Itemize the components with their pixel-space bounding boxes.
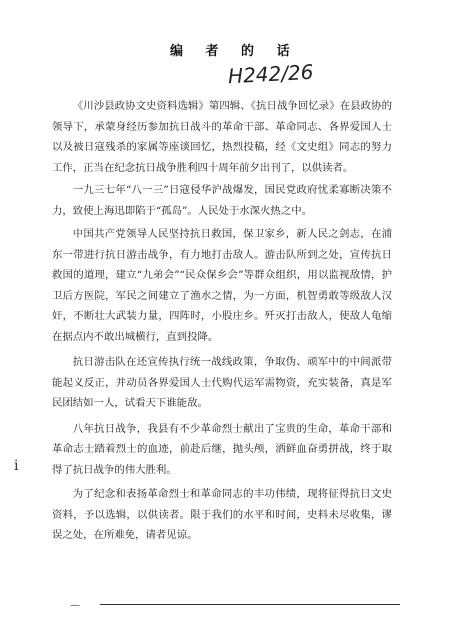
page-title: 编 者 的 话 xyxy=(170,44,299,59)
paragraph-communist-party: 中国共产党领导人民坚持抗日救国，保卫家乡，新人民之剑志，在浦东一带进行抗日游击战争，有力地打击敌人。游击队所到之处，宣传抗日救国的道理，建立“九弟会”“民众保乡会”等群众组织，用以监视敌情，护卫后方医院，军民之间建立了渔水之情，为一方面，机智勇敢等级敌人汉奸，不断壮大武装力量，四阵时，小股庄乡。歼灭打击敌人，使敌人龟缩在据点内不敢出城横行，直到投降。 xyxy=(52,228,392,343)
bottom-rule xyxy=(100,604,400,605)
document-body xyxy=(52,96,392,546)
paragraph-closing: 为了纪念和表扬革命烈士和革命同志的丰功伟绩，现将征得抗日文史资料，予以选辑，以供读者。限于我们的水平和时间，史料未尽收集，谬误之处，在所难免，请者见谅。 xyxy=(52,488,392,541)
handwritten-archive-code: H242/26 xyxy=(227,59,314,89)
paragraph-united-front: 抗日游击队在还宣传执行统一战线政策，争取伪、顽军中的中间派带能起义反正，并动员各界爱国人士代购代运军需物资，充实装备，真是军民团结如一人，试看天下谁能敌。 xyxy=(52,356,392,409)
margin-mark-icon: ⅰ xyxy=(14,458,19,474)
paragraph-intro: 《川沙县政协文史资料选辑》第四辑、《抗日战争回忆录》在县政协的领导下，承蒙身经历参加抗日战斗的革命干部、革命同志、各界爱国人士以及被日寇残杀的家属等座谈回忆，热烈投稿，经《文史组》同志的努力工作，正当在纪念抗日战争胜利四十周年前夕出刊了，以供读者。 xyxy=(52,100,392,174)
paragraph-1937: 一九三七年“八一三”日寇侵华沪战爆发，国民党政府忧柔寡断决策不力，致使上海迅即陷于“孤岛”。人民处于水深火热之中。 xyxy=(52,184,392,217)
paragraph-martyrs: 八年抗日战争，我县有不少革命烈士献出了宝贵的生命，革命干部和革命志士踏着烈士的血迹，前赴后继，抛头颅，洒鲜血奋勇拼战，终于取得了抗日战争的伟大胜利。 xyxy=(52,422,392,476)
bottom-tick-icon: — xyxy=(70,600,80,611)
